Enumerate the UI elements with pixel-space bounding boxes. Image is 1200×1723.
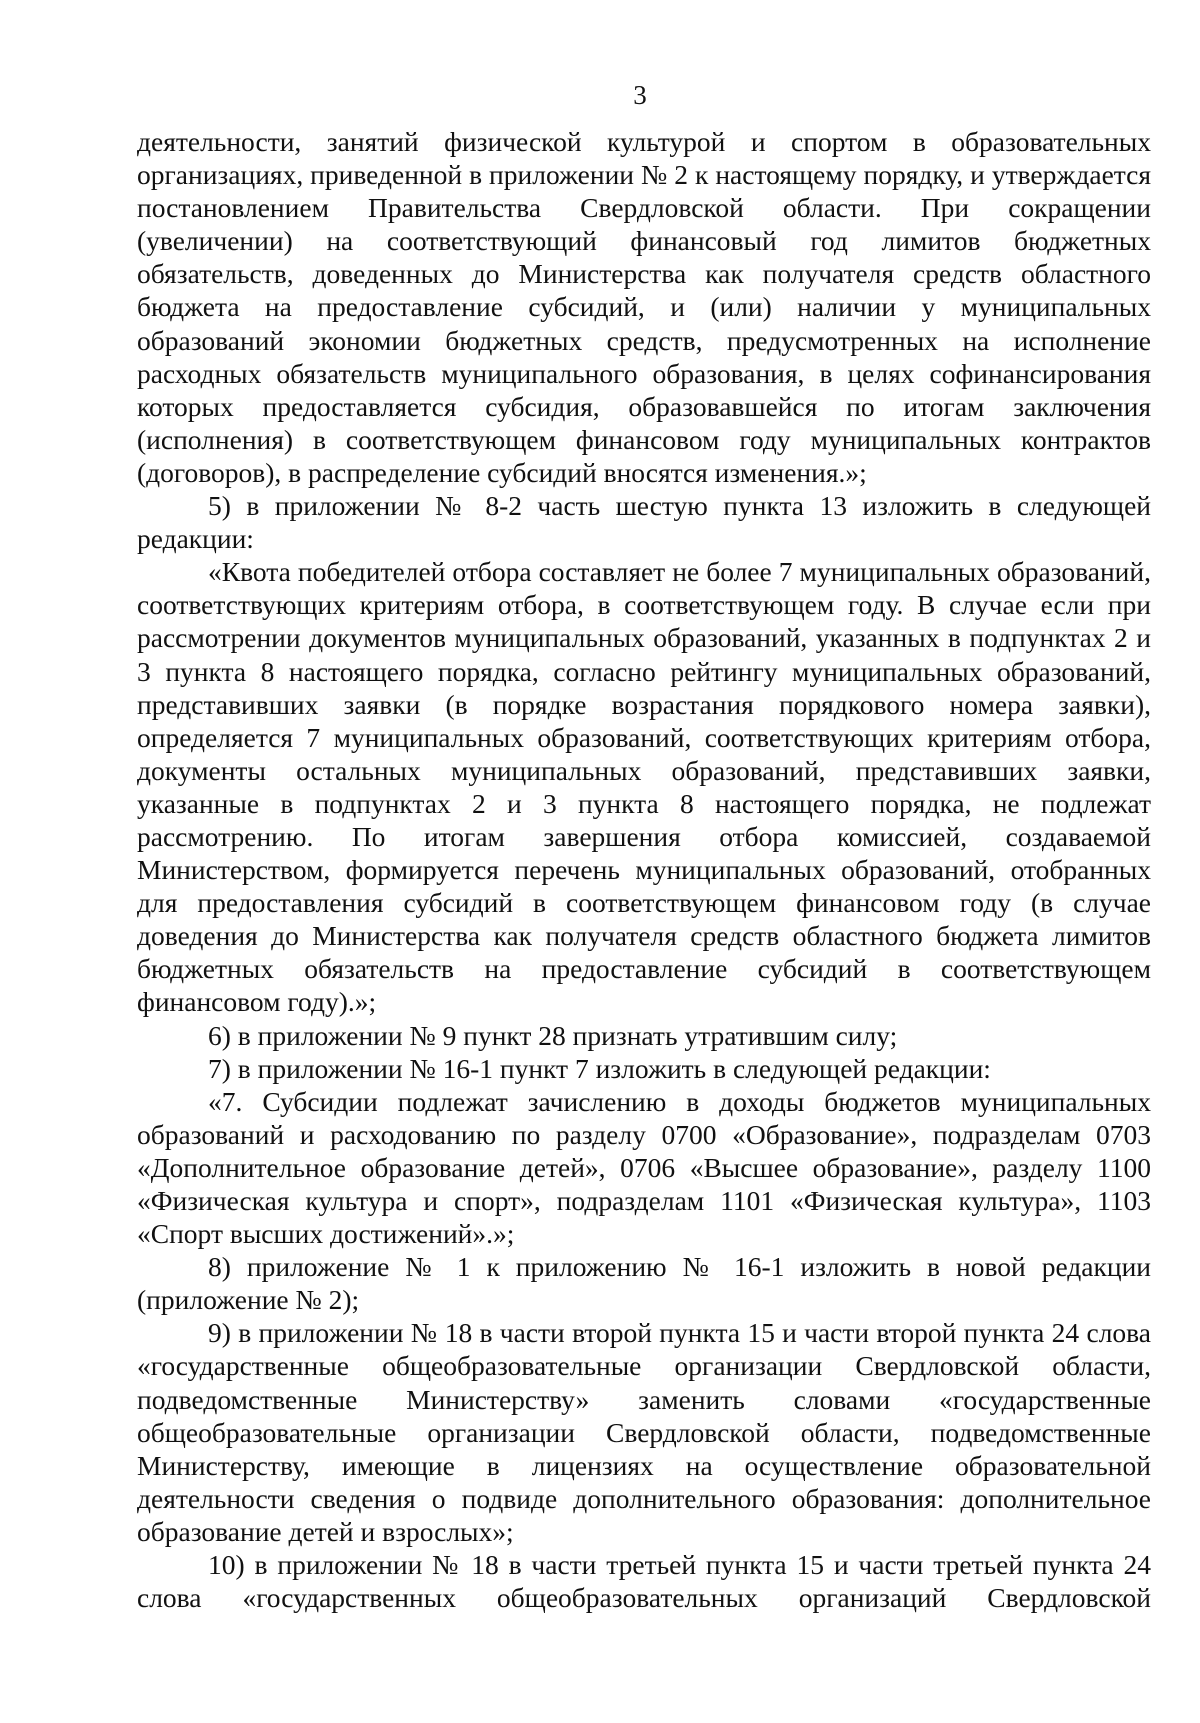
document-body [137,125,1151,1614]
paragraph-item-8: 8) приложение № 1 к приложению № 16-1 изложить в новой редакции (приложение № 2); [137,1251,1151,1316]
paragraph-item-9: 9) в приложении № 18 в части второй пункта 15 и части второй пункта 24 слова «государственные общеобразовательные организации Свердловской области, подведомственные Министерству» заменить словами «государственные общеобразовательные организации Свердловской области, подведомственные Министерству, имеющие в лицензиях на осуществление образовательной деятельности сведения о подвиде дополнительного образования: дополнительное образование детей и взрослых»; [137,1317,1151,1547]
paragraph-item-7: 7) в приложении № 16-1 пункт 7 изложить в следующей редакции: [208,1052,991,1084]
page-number: 3 [633,80,647,110]
paragraph-item-5: 5) в приложении № 8-2 часть шестую пункта 13 изложить в следующей редакции: [137,490,1151,555]
paragraph-subsidy-quote: «7. Субсидии подлежат зачислению в доходы бюджетов муниципальных образований и расходованию по разделу 0700 «Образование», подразделам 0703 «Дополнительное образование детей», 0706 «Высшее образование», разделу 1100 «Физическая культура и спорт», подразделам 1101 «Физическая культура», 1103 «Спорт высших достижений».»; [137,1085,1151,1250]
paragraph-continuation: деятельности, занятий физической культурой и спортом в образовательных организациях, приведенной в приложении № 2 к настоящему порядку, и утверждается постановлением Правительства Свердловской области. При сокращении (увеличении) на соответствующий финансовый год лимитов бюджетных обязательств, доведенных до Министерства как получателя средств областного бюджета на предоставление субсидий, и (или) наличии у муниципальных образований экономии бюджетных средств, предусмотренных на исполнение расходных обязательств муниципального образования, в целях софинансирования которых предоставляется субсидия, образовавшейся по итогам заключения (исполнения) в соответствующем финансовом году муниципальных контрактов (договоров), в распределение субсидий вносятся изменения.»; [137,126,1151,488]
paragraph-quota-quote: «Квота победителей отбора составляет не более 7 муниципальных образований, соответствующих критериям отбора, в соответствующем году. В случае если при рассмотрении документов муниципальных образований, указанных в подпунктах 2 и 3 пункта 8 настоящего порядка, согласно рейтингу муниципальных образований, представивших заявки (в порядке возрастания порядкового номера заявки), определяется 7 муниципальных образований, соответствующих критериям отбора, документы остальных муниципальных образований, представивших заявки, указанные в подпунктах 2 и 3 пункта 8 настоящего порядка, не подлежат рассмотрению. По итогам завершения отбора комиссией, создаваемой Министерством, формируется перечень муниципальных образований, отобранных для предоставления субсидий в соответствующем финансовом году (в случае доведения до Министерства как получателя средств областного бюджета лимитов бюджетных обязательств на предоставление субсидий в соответствующем финансовом году).»; [137,556,1151,1018]
paragraph-item-10: 10) в приложении № 18 в части третьей пункта 15 и части третьей пункта 24 слова «государственных общеобразовательных организаций Свердловской [137,1549,1151,1614]
paragraph-item-6: 6) в приложении № 9 пункт 28 признать утратившим силу; [208,1019,898,1051]
